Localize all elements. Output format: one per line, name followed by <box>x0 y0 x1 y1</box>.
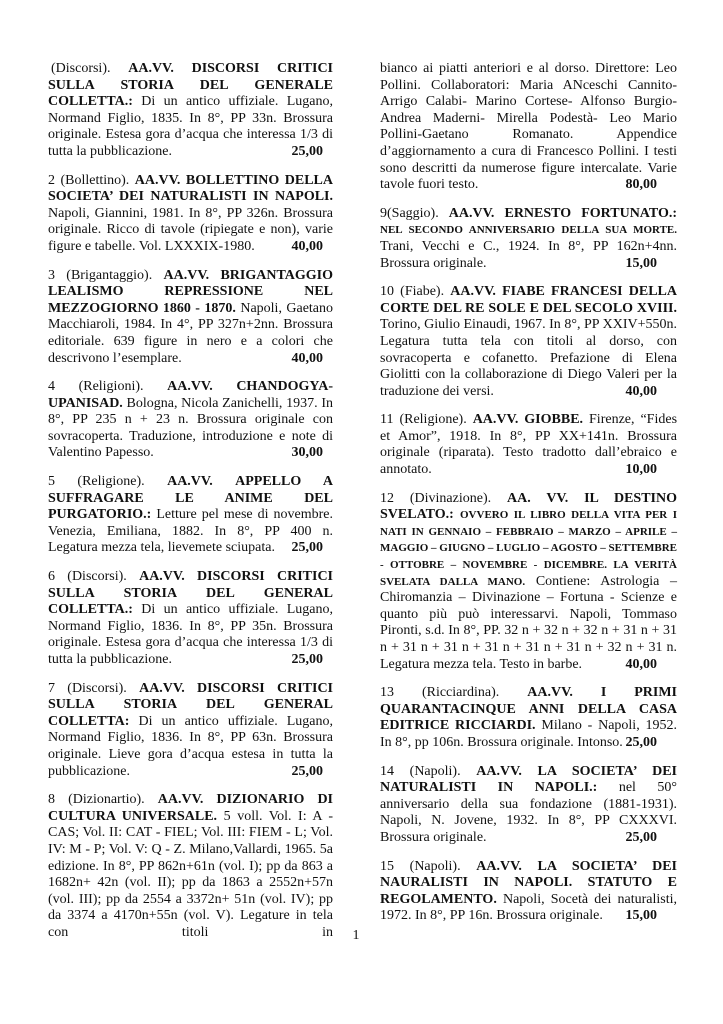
catalog-entry <box>380 859 677 925</box>
page-number: 1 <box>352 928 360 943</box>
entry-description: Milano - Napoli, 1952. In 8°, pp 106n. Brossura originale. Intonso. <box>380 718 678 750</box>
entry-description: Napoli, Giannini, 1981. In 8°, PP 326n. Brossura originale. Ricco di tavole (ripiegate e non), varie figure e tabelle. Vol. LXXXIX-1980. <box>48 205 333 254</box>
entry-description: Napoli, Socetà dei naturalisti, 1972. In 8°, PP 16n. Brossura originale. <box>380 891 677 924</box>
entry-prefix: 2 (Bollettino). <box>48 172 130 188</box>
entry-description: Contiene: Astrologia – Chiromanzia – Divinazione – Fortuna - Scienze e quanto più può interessarvi. Napoli, Tommaso Pironti, s.d. In 8°, PP. 32 n + 32 n + 32 n + 31 n + 31 n + 31 n + 31 n + 31 n + 31 n + 31 n + 32 n + 31 n. Legatura mezza tela. Testo in barbe. <box>380 573 678 672</box>
entry-title: DIZIONARIO DI CULTURA UNIVERSALE. <box>48 792 334 824</box>
catalog-entry <box>380 412 677 478</box>
entry-author: AA.VV. <box>476 858 522 874</box>
entry-prefix: 5 (Religione). <box>48 474 145 490</box>
entry-prefix: 6 (Discorsi). <box>48 569 127 585</box>
entry-title: FIABE FRANCESI DELLA CORTE DEL RE SOLE E DEL SECOLO XVIII. <box>380 284 677 316</box>
entry-description: Bologna, Nicola Zanichelli, 1937. In 8°, PP 235 n + 23 n. Brossura originale con sovracoperta. Traduzione, introduzione e note di Valentino Papesso. <box>48 395 333 461</box>
entry-price: 15,00 <box>625 908 657 924</box>
entry-author: AA.VV. <box>448 205 495 221</box>
entry-prefix: 8 (Dizionartio). <box>48 792 145 808</box>
entry-author: AA.VV. <box>163 267 210 283</box>
entry-author: AA.VV. <box>167 474 213 490</box>
entry-price: 40,00 <box>291 350 323 366</box>
entry-subtitle: OVVERO IL LIBRO DELLA VITA PER I NATI IN GENNAIO – FEBBRAIO – MARZO – APRILE – MAGGIO – GIUGNO – LUGLIO – AGOSTO – SETTEMBRE - OTTOBRE – NOVEMBRE - DICEMBRE. LA VERITÀ SVELATA DALLA MANO. <box>380 509 678 588</box>
entry-price: 25,00 <box>625 734 657 750</box>
entry-prefix: 3 (Brigantaggio). <box>48 267 153 283</box>
entry-author: AA.VV. <box>139 569 185 585</box>
entry-title: LA SOCIETA’ DEI NAURALISTI IN NAPOLI. STATUTO E REGOLAMENTO. <box>380 858 677 907</box>
entry-price: 25,00 <box>291 652 323 667</box>
catalog-entry <box>380 284 677 400</box>
catalog-entry-continued <box>380 61 677 194</box>
entry-title: I PRIMI QUARANTACINQUE ANNI DELLA CASA EDITRICE RICCIARDI. <box>380 685 678 734</box>
entry-prefix: 10 (Fiabe). <box>380 284 445 300</box>
entry-description: bianco ai piatti anteriori e al dorso. Direttore: Leo Pollini. Collaboratori: Maria ANceschi Cannito-Arrigo Calabi- Marino Cortese- Alfonso Burgio-Andrea Maderni- Mirella Podestà- Leo Mario Pollini-Gaetano Romanato. Appendice d’aggiornamento a cura di Francesco Pollini. I testi sono descritti da numerose figure intercalate. Varie tavole fuori testo. <box>380 61 677 193</box>
entry-description: Di un antico uffiziale. Lugano, Normand Figlio, 1836. In 8°, PP 63n. Brossura originale. Lieve gora d’acqua estesa in tutta la pubblicazione. <box>48 713 334 779</box>
entry-description: Napoli, Gaetano Macchiaroli, 1984. In 4°, PP 327n+2nn. Brossura editoriale. 639 figure in nero e a colori che descrivono l’esemplare. <box>48 300 334 366</box>
entry-title: CHANDOGYA-UPANISAD. <box>48 379 334 411</box>
entry-author: AA.VV. <box>128 61 174 76</box>
right-column <box>380 61 677 937</box>
entry-price: 25,00 <box>625 829 657 845</box>
entry-title: BOLLETTINO DELLA SOCIETA’ DEI NATURALISTI IN NAPOLI. <box>48 172 334 205</box>
entry-price: 10,00 <box>625 462 657 478</box>
entry-author: AA.VV. <box>134 172 181 188</box>
entry-description: Trani, Vecchi e C., 1924. In 8°, PP 162n+4nn. Brossura originale. <box>380 238 677 271</box>
catalog-entry <box>380 764 677 847</box>
entry-price: 25,00 <box>291 143 323 159</box>
entry-description: Di un antico uffiziale. Lugano, Normand Figlio, 1835. In 8°, PP 33n. Brossura originale. Estesa gora d’acqua che interessa 1/3 di tutta la pubblicazione. <box>48 94 333 159</box>
entry-author: AA.VV. <box>139 680 185 696</box>
entry-title: APPELLO A SUFFRAGARE LE ANIME DEL PURGATORIO.: <box>48 474 333 523</box>
entry-author: AA.VV. <box>157 792 204 808</box>
entry-title: BRIGANTAGGIO LEALISMO REPRESSIONE NEL MEZZOGIORNO 1860 - 1870. <box>48 267 333 316</box>
entry-title: DISCORSI CRITICI SULLA STORIA DEL GENERAL COLLETTA.: <box>48 569 334 618</box>
catalog-entry <box>48 569 333 669</box>
entry-prefix: 11 (Religione). <box>380 412 467 428</box>
entry-price: 30,00 <box>291 445 323 461</box>
catalog-entry <box>48 173 333 256</box>
entry-prefix: 4 (Religioni). <box>48 379 144 395</box>
entry-description: Letture pel mese di novembre. Venezia, Emiliana, 1882. In 8°, PP 400 n. Legatura mezza tela, lievemete sciupata. <box>48 507 333 556</box>
entry-description: 5 voll. Vol. I: A - CAS; Vol. II: CAT - FIEL; Vol. III: FIEM - L; Vol. IV: M - P; Vol. V: Q - Z. Milano,Vallardi, 1965. 5a edizione. In 8°, PP 862n+61n (vol. I); pp da 863 a 1682n+ 42n (vol. II); pp da 1863 a 2552n+57n (vol. III); pp da 2554 a 3372n+ 51n (vol. IV); pp da 3374 a 4170n+55n (vol. V). Legature in tela con titoli in <box>48 808 333 940</box>
entry-author: AA. VV. <box>506 490 569 506</box>
entry-prefix: 15 (Napoli). <box>380 858 461 874</box>
entry-prefix: 13 (Ricciardina). <box>380 685 500 701</box>
entry-price: 80,00 <box>625 177 657 193</box>
catalog-entry <box>380 206 677 272</box>
entry-author: AA.VV. <box>450 284 496 300</box>
entry-price: 25,00 <box>291 540 323 556</box>
catalog-entry <box>48 792 333 941</box>
entry-price: 15,00 <box>625 255 657 271</box>
entry-title: LA SOCIETA’ DEI NATURALISTI IN NAPOLI.: <box>380 763 677 796</box>
catalog-entry <box>48 61 333 161</box>
entry-price: 25,00 <box>291 763 323 779</box>
entry-author: AA.VV. <box>476 763 522 779</box>
entry-title: ERNESTO FORTUNATO.: <box>504 205 678 221</box>
catalog-entry <box>48 681 333 781</box>
entry-price: 40,00 <box>291 238 323 254</box>
entry-price: 40,00 <box>625 656 657 672</box>
entry-prefix: 12 (Divinazione). <box>380 490 492 506</box>
entry-description: Firenze, “Fides et Amor”, 1918. In 8°, PP XX+141n. Brossura originale (riparata). Testo tradotto dall’ebraico e annotato. <box>380 412 678 478</box>
entry-author: AA.VV. <box>527 685 573 701</box>
entry-subtitle: NEL SECONDO ANNIVERSARIO DELLA SUA MORTE. <box>380 224 677 237</box>
catalog-entry <box>380 685 677 751</box>
catalog-entry <box>48 268 333 368</box>
catalog-entry <box>48 379 333 462</box>
entry-description: nel 50° anniversario della sua fondazione (1881-1931). Napoli, N. Jovene, 1932. In 8°, PP CXXXVI. Brossura originale. <box>380 780 678 845</box>
entry-author: AA.VV. <box>167 379 213 395</box>
catalog-entry <box>48 474 333 557</box>
entry-description: Torino, Giulio Einaudi, 1967. In 8°, PP XXIV+550n. Legatura tutta tela con titoli al dorso, con sovracoperta e cofanetto. Prefazione di Elena Giolitti con la collaborazione di Diego Valeri per la traduzione dei versi. <box>380 317 677 399</box>
entry-prefix: 9(Saggio). <box>380 205 439 221</box>
entry-title: DISCORSI CRITICI SULLA STORIA DEL GENERAL COLLETTA: <box>48 680 334 729</box>
entry-prefix: 7 (Discorsi). <box>48 680 127 696</box>
entry-prefix: 14 (Napoli). <box>380 763 461 779</box>
entry-title: GIOBBE. <box>524 412 584 428</box>
entry-title: IL DESTINO SVELATO.: <box>380 490 678 523</box>
catalog-entry <box>380 491 677 674</box>
entry-prefix: (Discorsi). <box>51 61 111 76</box>
entry-description: Di un antico uffiziale. Lugano, Normand Figlio, 1836. In 8°, PP 35n. Brossura originale. Estesa gora d’acqua che interessa 1/3 di tutta la pubblicazione. <box>48 602 333 667</box>
entry-price: 40,00 <box>625 383 657 399</box>
entry-author: AA.VV. <box>472 412 519 428</box>
entry-title: DISCORSI CRITICI SULLA STORIA DEL GENERALE COLLETTA.: <box>48 61 333 110</box>
left-column <box>48 61 333 954</box>
